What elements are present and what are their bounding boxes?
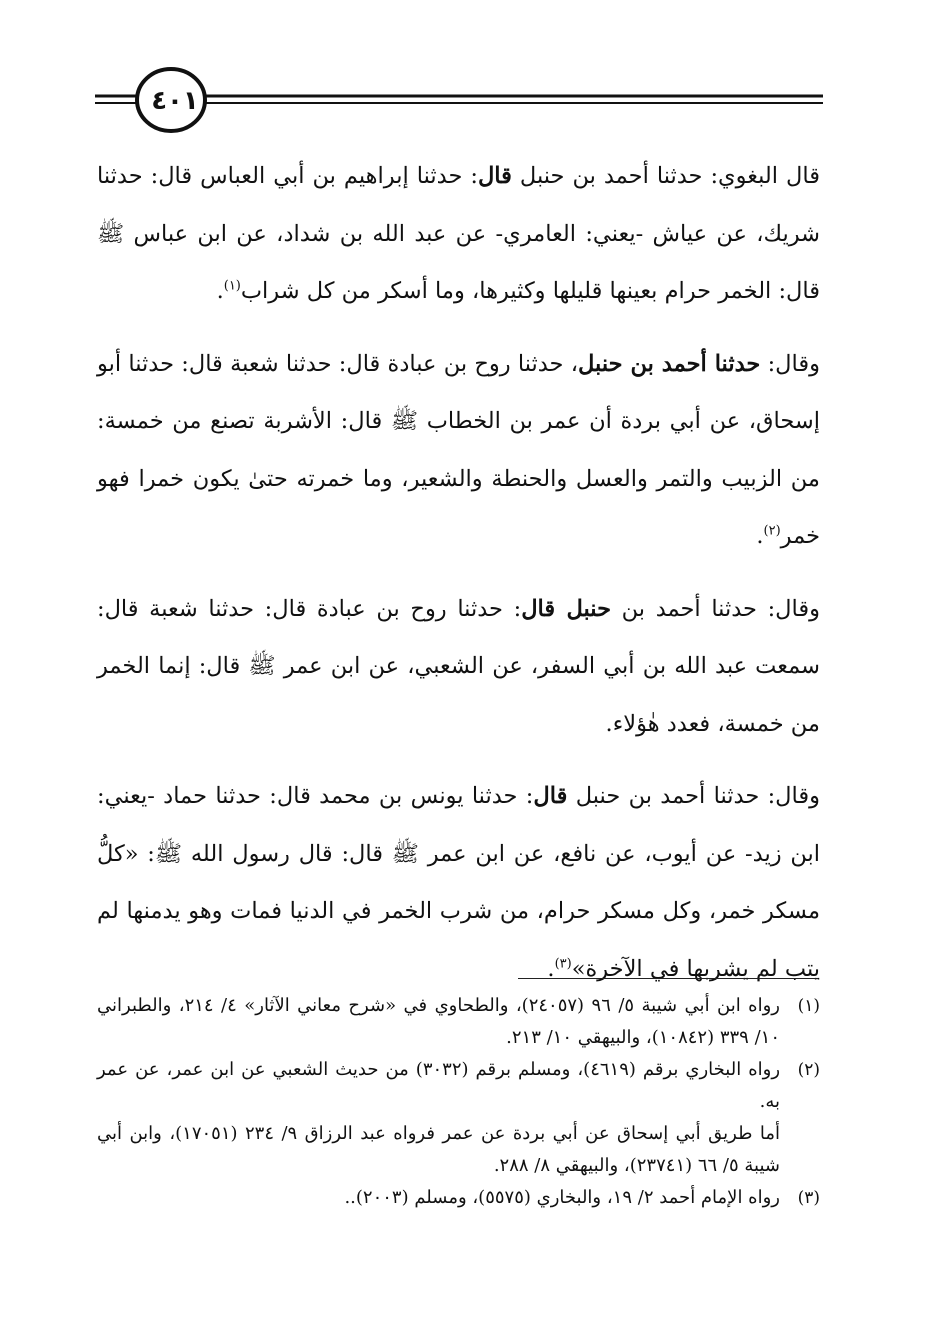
page-number: ٤٠١ [151, 86, 199, 116]
text-segment: . [756, 523, 764, 549]
footnote [97, 990, 820, 1054]
text-segment: : حدثنا روح بن عبادة قال: حدثنا شعبة قال: سمعت عبد الله بن أبي السفر، عن الشعبي، عن ابن عمر ﷺ قال: إنما الخمر من خمسة، فعدد هٰؤلاء. [97, 595, 820, 737]
footnotes [97, 990, 820, 1214]
footnote-text: رواه البخاري برقم (٤٦١٩)، ومسلم برقم (٣٠٣٢) من حديث الشعبي عن ابن عمر، عن عمر به. [97, 1059, 781, 1112]
paragraph [97, 336, 820, 566]
text-segment: : حدثنا يونس بن محمد قال: حدثنا حماد -يعني: ابن زيد- عن أيوب، عن نافع، عن ابن عمر ﷺ قال: قال رسول الله ﷺ: «كلُّ مسكر خمر، وكل مسكر حرام، من شرب الخمر في الدنيا فمات وهو يدمنها لم يتب لم يشربها في الآخرة» [97, 783, 820, 982]
text-segment: . [216, 278, 224, 304]
footnote-divider [518, 978, 818, 979]
footnote [97, 1182, 820, 1214]
text-segment: . [547, 955, 555, 982]
text-segment: حدثنا أحمد بن حنبل [578, 350, 761, 377]
footnote [97, 1118, 820, 1182]
main-text [97, 148, 820, 1013]
footnote-ref[interactable]: (٢) [763, 523, 781, 539]
text-segment: ، حدثنا روح بن عبادة قال: حدثنا شعبة قال: حدثنا أبو إسحاق، عن أبي بردة أن عمر بن الخطاب ﷺ قال: الأشربة تصنع من خمسة: من الزبيب والتمر والعسل والحنطة والشعير، وما خمرته حتىٰ يكون خمرا فهو خمر [97, 350, 820, 549]
text-segment: حنبل قال [521, 595, 612, 622]
text-segment: قال البغوي: حدثنا أحمد بن حنبل [511, 163, 820, 189]
footnote-number: (٣) [797, 1188, 820, 1208]
footnote [97, 1054, 820, 1118]
paragraph [97, 581, 820, 754]
paragraph [97, 148, 820, 321]
text-segment: وقال: [760, 350, 821, 377]
text-segment: وقال: حدثنا أحمد بن [611, 595, 821, 622]
footnote-ref[interactable]: (٣) [554, 956, 572, 971]
footnote-text: رواه ابن أبي شيبة ٥/ ٩٦ (٢٤٠٥٧)، والطحاوي في «شرح معاني الآثار» ٤/ ٢١٤، والطبراني ١٠/ ٣٣٩ (١٠٨٤٢)، والبيهقي ١٠/ ٢١٣. [97, 995, 780, 1048]
text-segment: وقال: حدثنا أحمد بن حنبل [567, 783, 821, 809]
footnote-text: أما طريق أبي إسحاق عن أبي بردة عن عمر فرواه عبد الرزاق ٩/ ٢٣٤ (١٧٠٥١)، وابن أبي شيبة ٥/ ٦٦ (٢٣٧٤١)، والبيهقي ٨/ ٢٨٨. [97, 1123, 780, 1176]
text-segment: قال [533, 783, 568, 809]
footnote-number: (٢) [797, 1060, 820, 1080]
text-segment: : حدثنا إبراهيم بن أبي العباس قال: حدثنا شريك، عن عياش -يعني: العامري- عن عبد الله بن شداد، عن ابن عباس ﷺ قال: الخمر حرام بعينها قليلها وكثيرها، وما أسكر من كل شراب [97, 163, 820, 304]
text-segment: قال [477, 163, 512, 189]
footnote-text: رواه الإمام أحمد ٢/ ١٩، والبخاري (٥٥٧٥)، ومسلم (٢٠٠٣).. [344, 1187, 780, 1208]
page-header [95, 66, 823, 136]
paragraph [97, 768, 820, 998]
footnote-number: (١) [797, 996, 820, 1016]
footnote-ref[interactable]: (١) [223, 278, 241, 294]
